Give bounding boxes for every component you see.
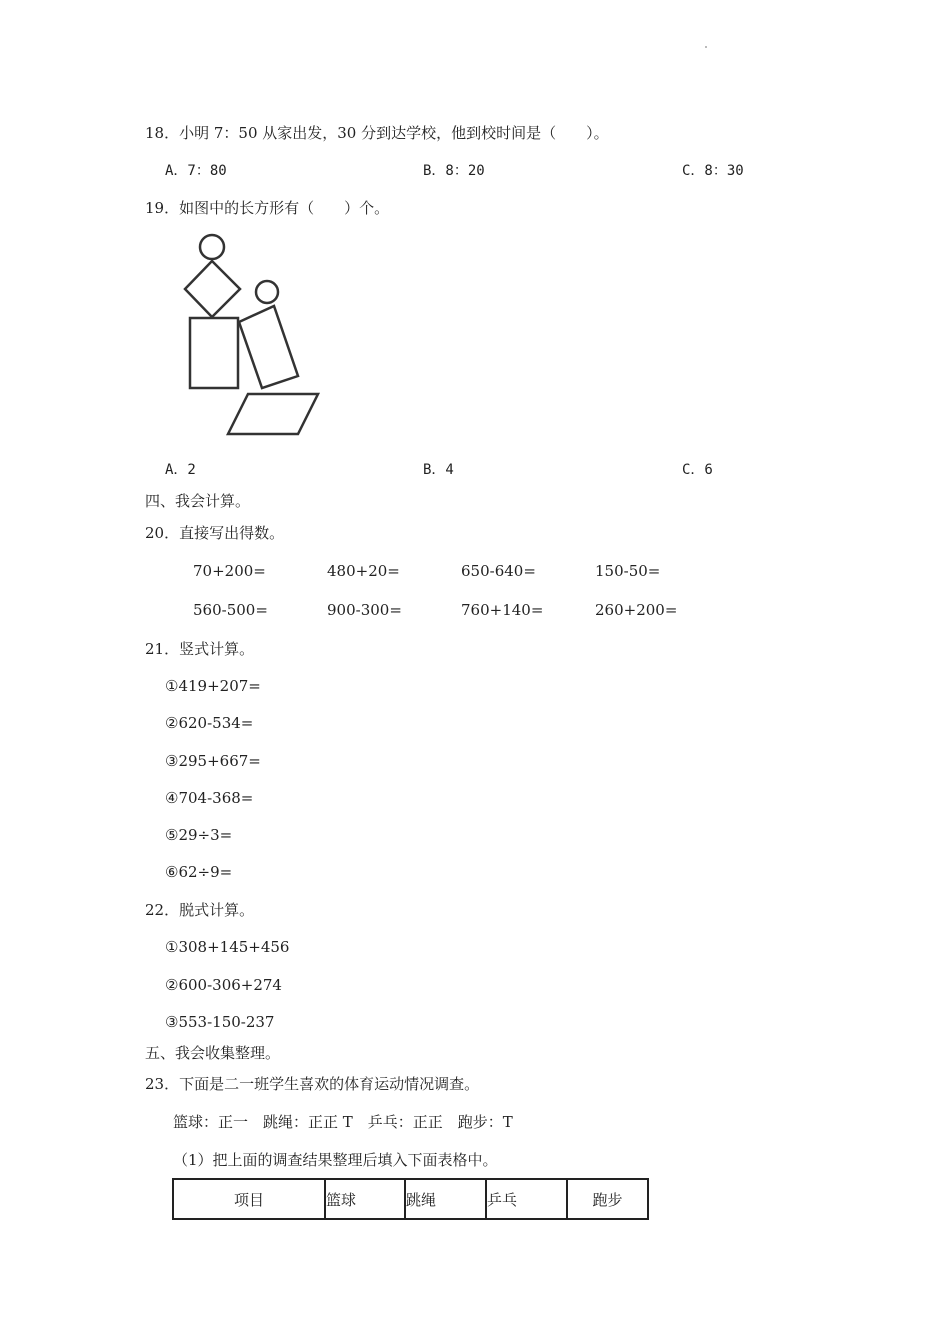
q20-problem: 260+200= (595, 601, 678, 619)
table-header-item: 项目 (173, 1179, 325, 1219)
q21-item: ⑤29÷3= (165, 826, 233, 844)
table-header-running[interactable]: 跑步 (567, 1179, 648, 1219)
figure-rectangle (190, 318, 238, 388)
q20-problem: 70+200= (193, 562, 266, 580)
q19-option-a[interactable]: A．2 (165, 462, 196, 478)
scan-speck (705, 46, 707, 48)
q21-item: ①419+207= (165, 677, 261, 695)
q21-item: ②620-534= (165, 714, 254, 732)
q22-stem: 22．脱式计算。 (145, 901, 255, 919)
q20-problem: 650-640= (461, 562, 536, 580)
q20-problem: 560-500= (193, 601, 268, 619)
figure-circle-top (200, 235, 224, 259)
table-header-basketball[interactable]: 篮球 (325, 1179, 405, 1219)
q20-problem: 760+140= (461, 601, 544, 619)
q23-tally: 篮球：正一 跳绳：正正 T 乒乓：正正 跑步：T (173, 1113, 513, 1131)
figure-diamond (185, 261, 240, 317)
q18-option-c[interactable]: C．8：30 (682, 163, 744, 179)
q21-item: ④704-368= (165, 789, 254, 807)
q18-option-b[interactable]: B．8：20 (423, 163, 485, 179)
q21-stem: 21．竖式计算。 (145, 640, 255, 658)
q21-item: ⑥62÷9= (165, 863, 233, 881)
table-header-ping-pong[interactable]: 乒乓 (486, 1179, 567, 1219)
q22-item: ②600-306+274 (165, 976, 282, 994)
shapes-figure (180, 228, 330, 443)
q19-option-b[interactable]: B．4 (423, 462, 454, 478)
q19-option-c[interactable]: C．6 (682, 462, 713, 478)
figure-circle-right (256, 281, 278, 303)
q23-stem: 23．下面是二一班学生喜欢的体育运动情况调查。 (145, 1075, 480, 1093)
q20-stem: 20．直接写出得数。 (145, 524, 285, 542)
q23-sub1: （1）把上面的调查结果整理后填入下面表格中。 (173, 1151, 498, 1169)
section-5-heading: 五、我会收集整理。 (145, 1044, 281, 1062)
q20-problem: 480+20= (327, 562, 400, 580)
figure-parallelogram (228, 394, 318, 434)
table-header-jump-rope[interactable]: 跳绳 (405, 1179, 486, 1219)
q18-option-a[interactable]: A．7：80 (165, 163, 227, 179)
table-row (173, 1179, 648, 1219)
q22-item: ③553-150-237 (165, 1013, 275, 1031)
figure-tilted-rectangle (239, 306, 298, 388)
q22-item: ①308+145+456 (165, 938, 290, 956)
q18-stem: 18．小明 7：50 从家出发，30 分到达学校，他到校时间是（ ）。 (145, 124, 609, 142)
q21-item: ③295+667= (165, 752, 261, 770)
section-4-heading: 四、我会计算。 (145, 492, 251, 510)
survey-table (172, 1178, 649, 1220)
q20-problem: 900-300= (327, 601, 402, 619)
q19-stem: 19．如图中的长方形有（ ）个。 (145, 199, 390, 217)
q20-problem: 150-50= (595, 562, 661, 580)
